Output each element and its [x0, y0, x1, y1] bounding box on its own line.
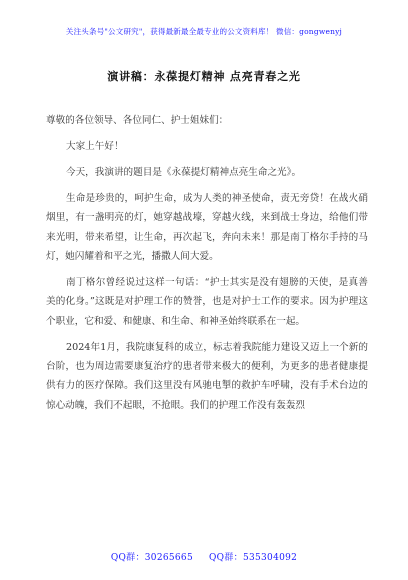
footer-qq-group-2: QQ群：535304092 — [208, 553, 298, 563]
document-body — [46, 111, 368, 422]
paragraph: 生命是珍贵的，呵护生命，成为人类的神圣使命，责无旁贷！在战火硝烟里，有一盏明亮的灯，她穿越战壕，穿越火线，来到战士身边，给他们带来光明，带来希望，让生命，再次起飞，奔向未来！那是南丁格尔手持的马灯，她闪耀着和平之光，播撒人间大爱。 — [46, 192, 368, 262]
greeting: 大家上午好！ — [66, 140, 124, 152]
paragraph: 南丁格尔曾经说过这样一句话：“护士其实是没有翅膀的天使，是真善美的化身。”这既是对护理工作的赞誉，也是对护士工作的要求。因为护理这个职业，它和爱、和健康、和生命、和神圣始终联系在一起。 — [46, 276, 368, 327]
paragraph: 今天，我演讲的题目是《永葆提灯精神点亮生命之光》。 — [66, 166, 302, 178]
salutation: 尊敬的各位领导、各位同仁、护士姐妹们： — [46, 115, 229, 126]
document-title: 演讲稿：永葆提灯精神 点亮青春之光 — [107, 70, 301, 83]
footer-contact — [0, 550, 408, 563]
footer-qq-group-1: QQ群：30265665 — [110, 553, 193, 563]
paragraph: 2024年1月，我院康复科的成立，标志着我院能力建设又迈上一个新的台阶，也为周边需要康复治疗的患者带来极大的便利，为更多的患者健康提供有力的医疗保障。我们这里没有风驰电掣的救护车呼啸，没有手术台边的惊心动魄，我们不起眼，不抢眼。我们的护理工作没有轰轰烈 — [46, 341, 368, 411]
header-banner: 关注头条号"公文研究"，获得最新最全最专业的公文资料库！ 微信：gongwenyj — [65, 27, 343, 36]
